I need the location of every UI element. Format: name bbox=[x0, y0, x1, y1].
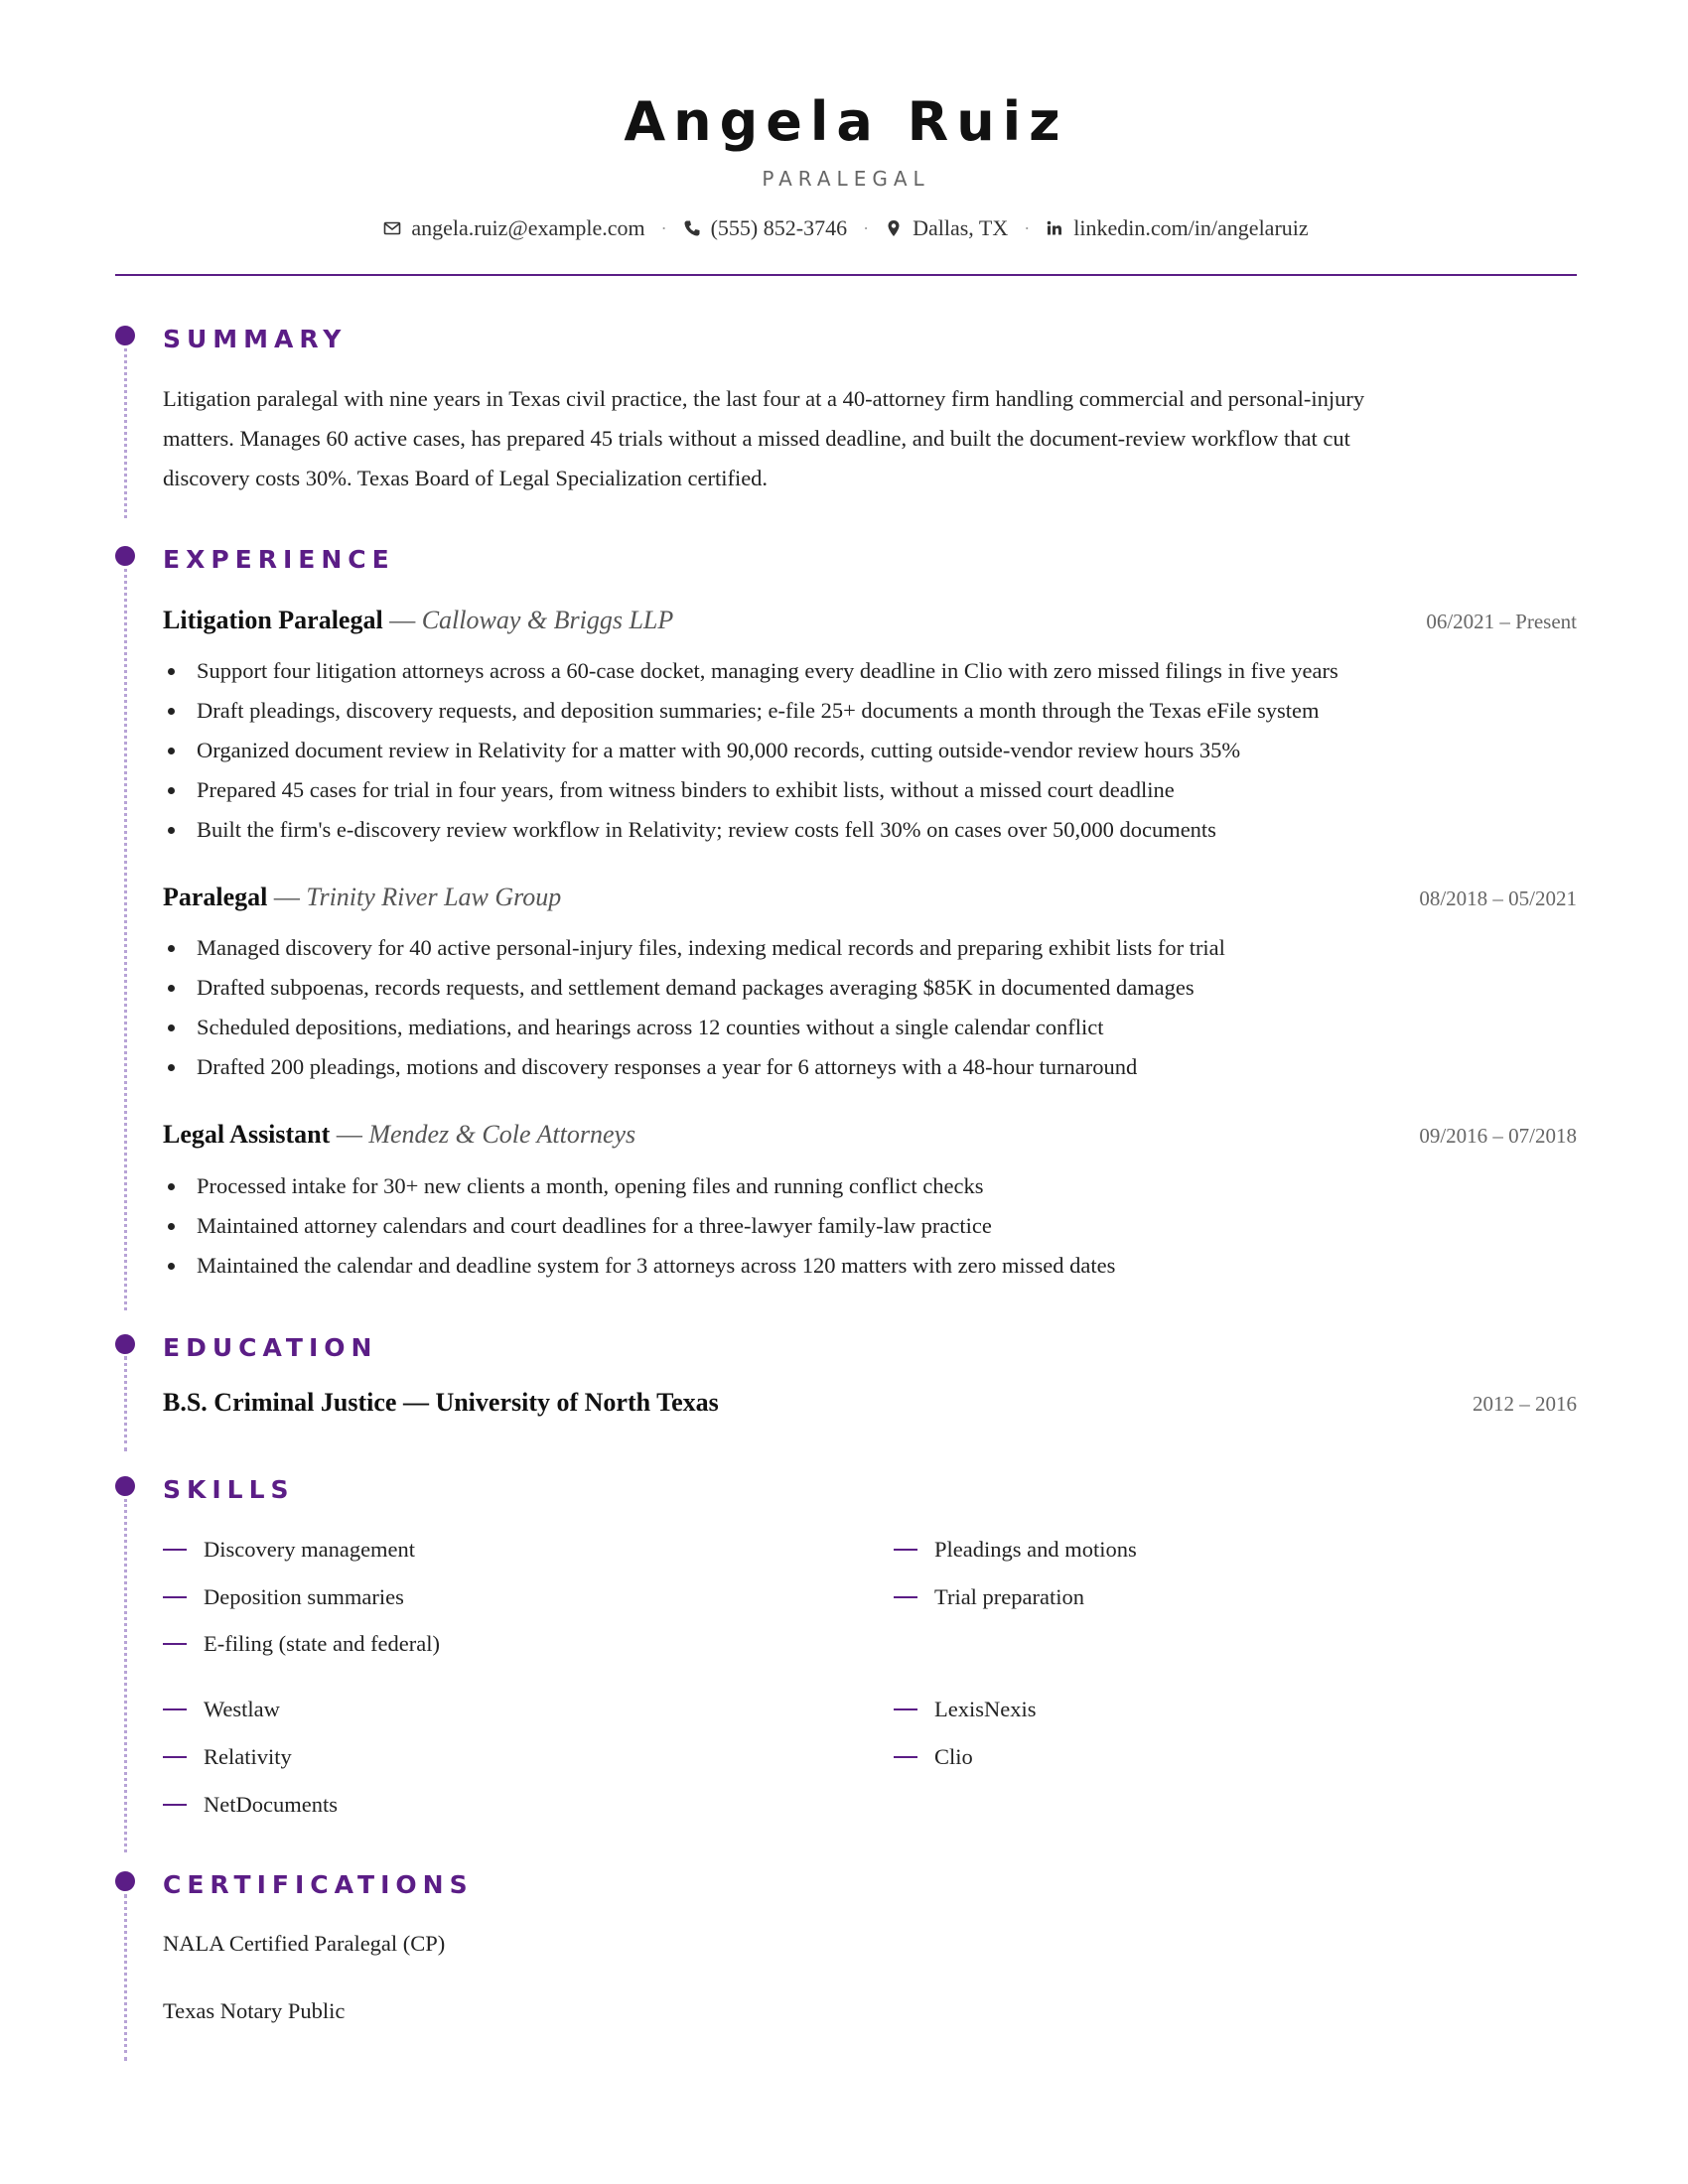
job-company: Calloway & Briggs LLP bbox=[421, 606, 674, 634]
skill-label: NetDocuments bbox=[204, 1792, 338, 1817]
skill-label: E-filing (state and federal) bbox=[204, 1631, 441, 1656]
email-text: angela.ruiz@example.com bbox=[411, 215, 645, 240]
contact-phone[interactable] bbox=[683, 212, 847, 244]
job-header bbox=[163, 1118, 1577, 1152]
job-bullets bbox=[163, 1166, 1577, 1286]
job-header bbox=[163, 881, 1577, 914]
education-entry bbox=[163, 1388, 1577, 1422]
skill-item bbox=[163, 1534, 415, 1566]
job-dash: — bbox=[267, 883, 307, 911]
location-text: Dallas, TX bbox=[913, 215, 1009, 240]
dash-icon bbox=[163, 1804, 187, 1806]
timeline-dot bbox=[115, 326, 135, 345]
dash-icon bbox=[894, 1596, 917, 1598]
location-pin-icon bbox=[885, 219, 903, 237]
contact-separator: · bbox=[660, 218, 667, 238]
dash-icon bbox=[894, 1708, 917, 1710]
timeline-education bbox=[124, 1356, 127, 1451]
job-company: Mendez & Cole Attorneys bbox=[368, 1120, 636, 1149]
job-company: Trinity River Law Group bbox=[306, 883, 562, 911]
summary-line: discovery costs 30%. Texas Board of Legal Specialization certified. bbox=[163, 466, 769, 490]
header-divider bbox=[115, 274, 1577, 276]
timeline-dot bbox=[115, 1334, 135, 1354]
skill-label: Pleadings and motions bbox=[934, 1537, 1137, 1562]
job-title: Legal Assistant bbox=[163, 1120, 331, 1149]
dash-icon bbox=[163, 1708, 187, 1710]
skill-item bbox=[894, 1534, 1137, 1566]
dash-icon bbox=[163, 1643, 187, 1645]
section-title-skills: SKILLS bbox=[163, 1475, 295, 1504]
job-dates: 06/2021 – Present bbox=[1426, 610, 1577, 633]
list-item: Scheduled depositions, mediations, and hearings across 12 counties without a single calendar conflict bbox=[163, 1008, 1577, 1047]
dash-icon bbox=[894, 1549, 917, 1551]
contact-location bbox=[885, 212, 1008, 244]
timeline-summary bbox=[124, 341, 127, 518]
contact-linkedin[interactable] bbox=[1046, 212, 1308, 244]
timeline-dot bbox=[115, 1871, 135, 1891]
list-item: Maintained the calendar and deadline system for 3 attorneys across 120 matters with zero missed dates bbox=[163, 1246, 1577, 1286]
skill-label: Relativity bbox=[204, 1744, 292, 1769]
skill-item bbox=[163, 1581, 404, 1613]
job-bullets bbox=[163, 651, 1577, 850]
contact-separator: · bbox=[863, 218, 870, 238]
dash-icon bbox=[163, 1756, 187, 1758]
job-heading bbox=[163, 1118, 635, 1152]
job-dash: — bbox=[382, 606, 422, 634]
list-item: Prepared 45 cases for trial in four years, from witness binders to exhibit lists, without a missed court deadline bbox=[163, 770, 1577, 810]
contact-separator: · bbox=[1024, 218, 1031, 238]
timeline-experience bbox=[124, 562, 127, 1310]
skill-item bbox=[894, 1581, 1084, 1613]
list-item: Drafted subpoenas, records requests, and settlement demand packages averaging $85K in documented damages bbox=[163, 968, 1577, 1008]
list-item: Support four litigation attorneys across a 60-case docket, managing every deadline in Clio with zero missed filings in five years bbox=[163, 651, 1577, 691]
job-bullets bbox=[163, 928, 1577, 1087]
job-title: Litigation Paralegal bbox=[163, 606, 383, 634]
job-heading bbox=[163, 604, 673, 637]
summary-line: matters. Manages 60 active cases, has prepared 45 trials without a missed deadline, and built the document-review workflow that cut bbox=[163, 426, 1350, 451]
candidate-role: PARALEGAL bbox=[762, 167, 930, 191]
candidate-name: Angela Ruiz bbox=[624, 90, 1068, 153]
list-item: Maintained attorney calendars and court deadlines for a three-lawyer family-law practice bbox=[163, 1206, 1577, 1246]
job-title: Paralegal bbox=[163, 883, 268, 911]
phone-text: (555) 852-3746 bbox=[710, 215, 848, 240]
list-item: Draft pleadings, discovery requests, and deposition summaries; e-file 25+ documents a month through the Texas eFile system bbox=[163, 691, 1577, 731]
skill-label: Deposition summaries bbox=[204, 1584, 404, 1609]
timeline-skills bbox=[124, 1499, 127, 1852]
dash-icon bbox=[894, 1756, 917, 1758]
linkedin-text: linkedin.com/in/angelaruiz bbox=[1073, 215, 1309, 240]
phone-icon bbox=[683, 219, 701, 237]
skill-label: LexisNexis bbox=[934, 1697, 1037, 1721]
certification-item: NALA Certified Paralegal (CP) bbox=[163, 1931, 446, 1956]
job-heading bbox=[163, 881, 561, 914]
skill-item bbox=[163, 1741, 292, 1773]
list-item: Built the firm's e-discovery review workflow in Relativity; review costs fell 30% on cases over 50,000 documents bbox=[163, 810, 1577, 850]
contact-email[interactable] bbox=[383, 212, 644, 244]
timeline-dot bbox=[115, 546, 135, 566]
degree-school: B.S. Criminal Justice — University of North Texas bbox=[163, 1388, 719, 1417]
contact-bar bbox=[115, 212, 1577, 244]
skill-item bbox=[894, 1741, 973, 1773]
dash-icon bbox=[163, 1596, 187, 1598]
skill-label: Westlaw bbox=[204, 1697, 280, 1721]
timeline-dot bbox=[115, 1476, 135, 1496]
skill-label: Trial preparation bbox=[934, 1584, 1085, 1609]
skill-item bbox=[163, 1628, 440, 1660]
dash-icon bbox=[163, 1549, 187, 1551]
linkedin-icon bbox=[1046, 219, 1063, 237]
skill-label: Clio bbox=[934, 1744, 973, 1769]
job-dash: — bbox=[330, 1120, 369, 1149]
skill-item bbox=[163, 1694, 280, 1725]
section-title-certifications: CERTIFICATIONS bbox=[163, 1870, 474, 1899]
section-title-experience: EXPERIENCE bbox=[163, 545, 395, 574]
certification-item: Texas Notary Public bbox=[163, 1998, 346, 2023]
job-header bbox=[163, 604, 1577, 637]
list-item: Organized document review in Relativity for a matter with 90,000 records, cutting outside-vendor review hours 35% bbox=[163, 731, 1577, 770]
list-item: Drafted 200 pleadings, motions and discovery responses a year for 6 attorneys with a 48-hour turnaround bbox=[163, 1047, 1577, 1087]
summary-line: Litigation paralegal with nine years in Texas civil practice, the last four at a 40-attorney firm handling commercial and personal-injury bbox=[163, 386, 1365, 411]
education-dates: 2012 – 2016 bbox=[1473, 1392, 1577, 1416]
skill-item bbox=[894, 1694, 1036, 1725]
section-title-education: EDUCATION bbox=[163, 1333, 378, 1362]
list-item: Managed discovery for 40 active personal-injury files, indexing medical records and preparing exhibit lists for trial bbox=[163, 928, 1577, 968]
mail-icon bbox=[383, 219, 401, 237]
timeline-certifications bbox=[124, 1894, 127, 2061]
summary-text bbox=[163, 379, 1577, 498]
job-dates: 08/2018 – 05/2021 bbox=[1419, 887, 1577, 910]
section-title-summary: SUMMARY bbox=[163, 325, 348, 353]
skill-label: Discovery management bbox=[204, 1537, 416, 1562]
skill-item bbox=[163, 1789, 338, 1821]
list-item: Processed intake for 30+ new clients a month, opening files and running conflict checks bbox=[163, 1166, 1577, 1206]
job-dates: 09/2016 – 07/2018 bbox=[1419, 1124, 1577, 1148]
